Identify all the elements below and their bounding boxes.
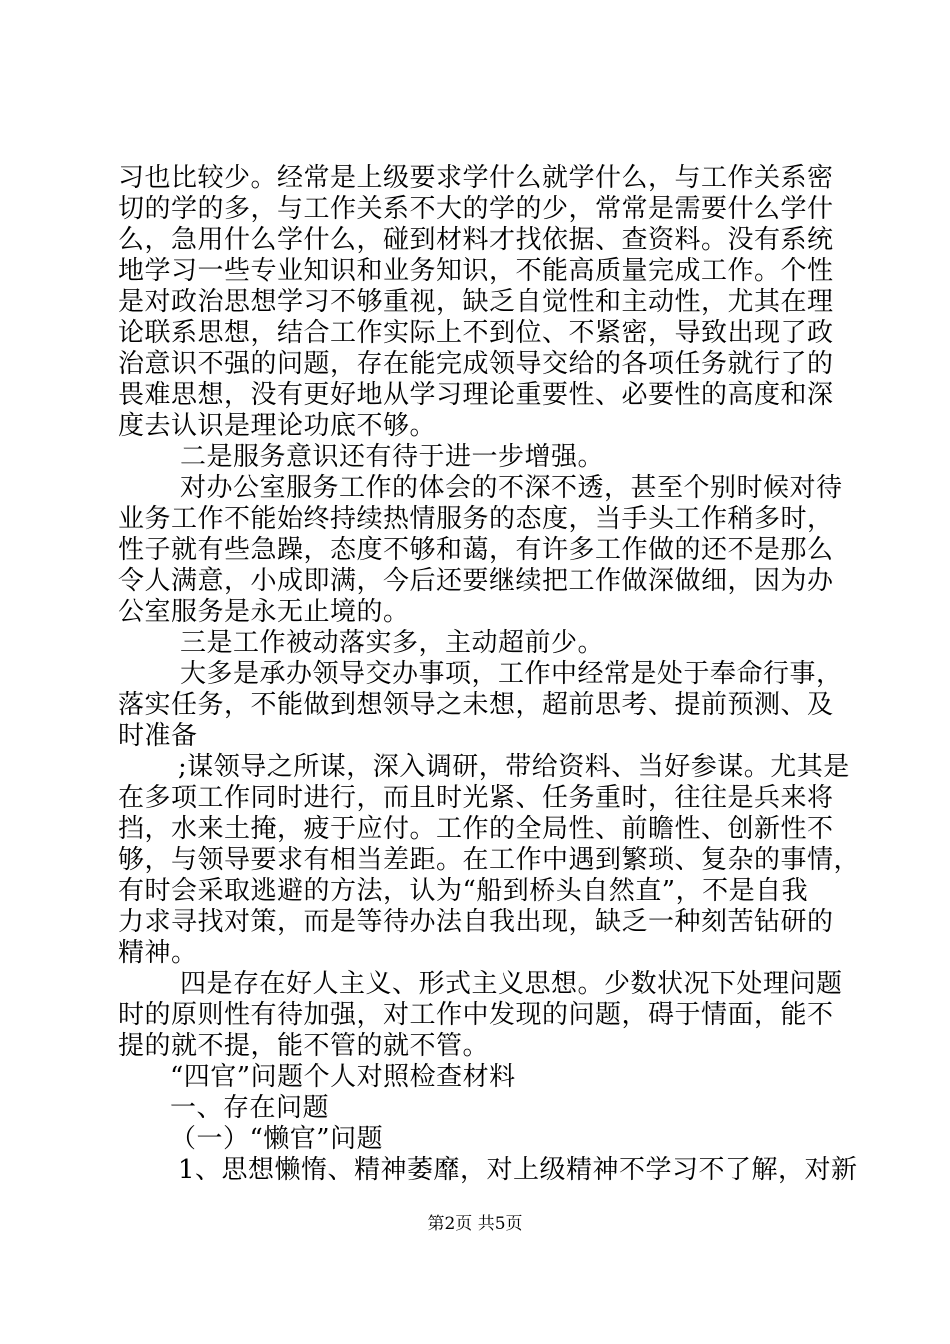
text-line: 治意识不强的问题，存在能完成领导交给的各项任务就行了的 [118, 349, 834, 379]
text-line: 度去认识是理论功底不够。 [118, 411, 437, 441]
section-heading: 三是工作被动落实多，主动超前少。 [180, 628, 605, 658]
section-heading: 四是存在好人主义、形式主义思想。少数状况下处理问题 [180, 969, 843, 999]
subsection-heading: （一）“懒官”问题 [170, 1124, 384, 1154]
text-line: 在多项工作同时进行，而且时光紧、任务重时，往往是兵来将 [118, 783, 834, 813]
text-line: 有时会采取逃避的方法，认为“船到桥头自然直”，不是自我 [118, 876, 809, 906]
text-line: 1、思想懒惰、精神萎靡，对上级精神不学习不了解，对新 [178, 1155, 858, 1185]
text-line: 畏难思想，没有更好地从学习理论重要性、必要性的高度和深 [118, 380, 834, 410]
text-line: 么，急用什么学什么，碰到材料才找依据、查资料。没有系统 [118, 225, 834, 255]
text-line: 挡，水来土掩，疲于应付。工作的全局性、前瞻性、创新性不 [118, 814, 834, 844]
document-title: “四官”问题个人对照检查材料 [170, 1062, 516, 1092]
text-line: 切的学的多，与工作关系不大的学的少，常常是需要什么学什 [118, 194, 834, 224]
text-line: 时的原则性有待加强，对工作中发现的问题，碍于情面，能不 [118, 1000, 834, 1030]
text-line: 精神。 [118, 938, 198, 968]
text-line: 对办公室服务工作的体会的不深不透，甚至个别时候对待 [180, 473, 843, 503]
text-line: 大多是承办领导交办事项，工作中经常是处于奉命行事， [180, 659, 843, 689]
section-heading: 一、存在问题 [170, 1093, 330, 1123]
page-footer: 第2页 共5页 [427, 1214, 523, 1234]
text-line: 公室服务是永无止境的。 [118, 597, 410, 627]
text-line: 地学习一些专业知识和业务知识，不能高质量完成工作。个性 [118, 256, 834, 286]
text-line: 论联系思想，结合工作实际上不到位、不紧密，导致出现了政 [118, 318, 834, 348]
text-line: 时准备 [118, 721, 198, 751]
section-heading: 二是服务意识还有待于进一步增强。 [180, 442, 605, 472]
text-line: 力求寻找对策，而是等待办法自我出现，缺乏一种刻苦钻研的 [118, 907, 834, 937]
text-line: 是对政治思想学习不够重视，缺乏自觉性和主动性，尤其在理 [118, 287, 834, 317]
text-line: 习也比较少。经常是上级要求学什么就学什么，与工作关系密 [118, 163, 834, 193]
text-line: 令人满意，小成即满，今后还要继续把工作做深做细，因为办 [118, 566, 834, 596]
text-line: 性子就有些急躁，态度不够和蔼，有许多工作做的还不是那么 [118, 535, 834, 565]
text-line: 提的就不提，能不管的就不管。 [118, 1031, 490, 1061]
text-line: 落实任务，不能做到想领导之未想，超前思考、提前预测、及 [118, 690, 834, 720]
text-line: 够，与领导要求有相当差距。在工作中遇到繁琐、复杂的事情， [118, 845, 861, 875]
text-line: 业务工作不能始终持续热情服务的态度，当手头工作稍多时， [118, 504, 834, 534]
text-line: ;谋领导之所谋，深入调研，带给资料、当好参谋。尤其是 [178, 752, 850, 782]
